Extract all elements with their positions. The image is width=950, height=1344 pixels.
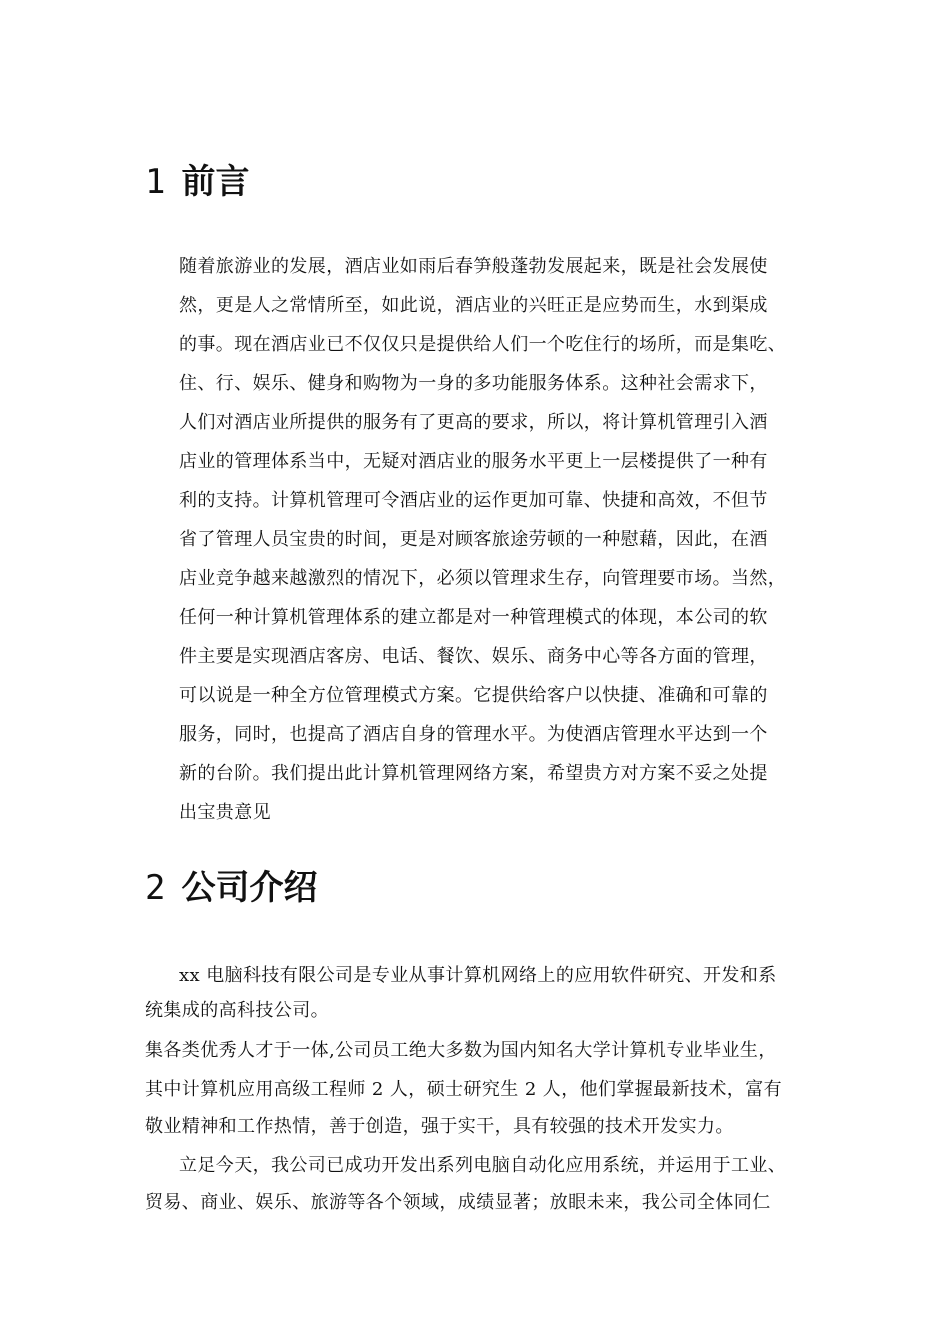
- paragraph-line: 服务，同时，也提高了酒店自身的管理水平。为使酒店管理水平达到一个: [179, 724, 768, 745]
- paragraph-line: 随着旅游业的发展，酒店业如雨后春笋般蓬勃发展起来，既是社会发展使: [179, 256, 768, 277]
- paragraph-line: 可以说是一种全方位管理模式方案。它提供给客户以快捷、准确和可靠的: [179, 685, 768, 706]
- paragraph-line: 敬业精神和工作热情，善于创造，强于实干，具有较强的技术开发实力。: [145, 1116, 734, 1137]
- section-2-title: 公司介绍: [181, 868, 318, 908]
- paragraph-line: 然，更是人之常情所至，如此说，酒店业的兴旺正是应势而生，水到渠成: [179, 295, 768, 316]
- paragraph-line: 件主要是实现酒店客房、电话、餐饮、娱乐、商务中心等各方面的管理，: [179, 646, 768, 667]
- section-1-title: 前言: [181, 162, 250, 202]
- section-2-number: 2: [145, 868, 166, 908]
- paragraph-line: 立足今天，我公司已成功开发出系列电脑自动化应用系统，并运用于工业、: [179, 1155, 787, 1176]
- section-1-heading: [145, 162, 249, 202]
- section-2-heading: [145, 868, 317, 908]
- paragraph-line: 集各类优秀人才于一体,公司员工绝大多数为国内知名大学计算机专业毕业生，: [145, 1040, 777, 1061]
- paragraph-line: 省了管理人员宝贵的时间，更是对顾客旅途劳顿的一种慰藉，因此，在酒: [179, 529, 768, 550]
- paragraph-line: 店业的管理体系当中，无疑对酒店业的服务水平更上一层楼提供了一种有: [179, 451, 768, 472]
- paragraph-line: 新的台阶。我们提出此计算机管理网络方案，希望贵方对方案不妥之处提: [179, 763, 768, 784]
- paragraph-line: 的事。现在酒店业已不仅仅只是提供给人们一个吃住行的场所，而是集吃、: [179, 334, 787, 355]
- paragraph-line: 店业竞争越来越激烈的情况下，必须以管理求生存，向管理要市场。当然，: [179, 568, 787, 589]
- paragraph-line: 其中计算机应用高级工程师 2 人，硕士研究生 2 人，他们掌握最新技术，富有: [145, 1079, 782, 1100]
- section-1-number: 1: [145, 162, 166, 202]
- paragraph-line: 统集成的高科技公司。: [145, 1000, 329, 1021]
- paragraph-line: 任何一种计算机管理体系的建立都是对一种管理模式的体现，本公司的软: [179, 607, 768, 628]
- paragraph-line: xx 电脑科技有限公司是专业从事计算机网络上的应用软件研究、开发和系: [179, 965, 777, 986]
- paragraph-line: 住、行、娱乐、健身和购物为一身的多功能服务体系。这种社会需求下，: [179, 373, 768, 394]
- paragraph-line: 贸易、商业、娱乐、旅游等各个领域，成绩显著；放眼未来，我公司全体同仁: [145, 1192, 771, 1213]
- paragraph-line: 利的支持。计算机管理可令酒店业的运作更加可靠、快捷和高效，不但节: [179, 490, 768, 511]
- paragraph-line: 人们对酒店业所提供的服务有了更高的要求，所以，将计算机管理引入酒: [179, 412, 768, 433]
- paragraph-line: 出宝贵意见: [179, 802, 271, 823]
